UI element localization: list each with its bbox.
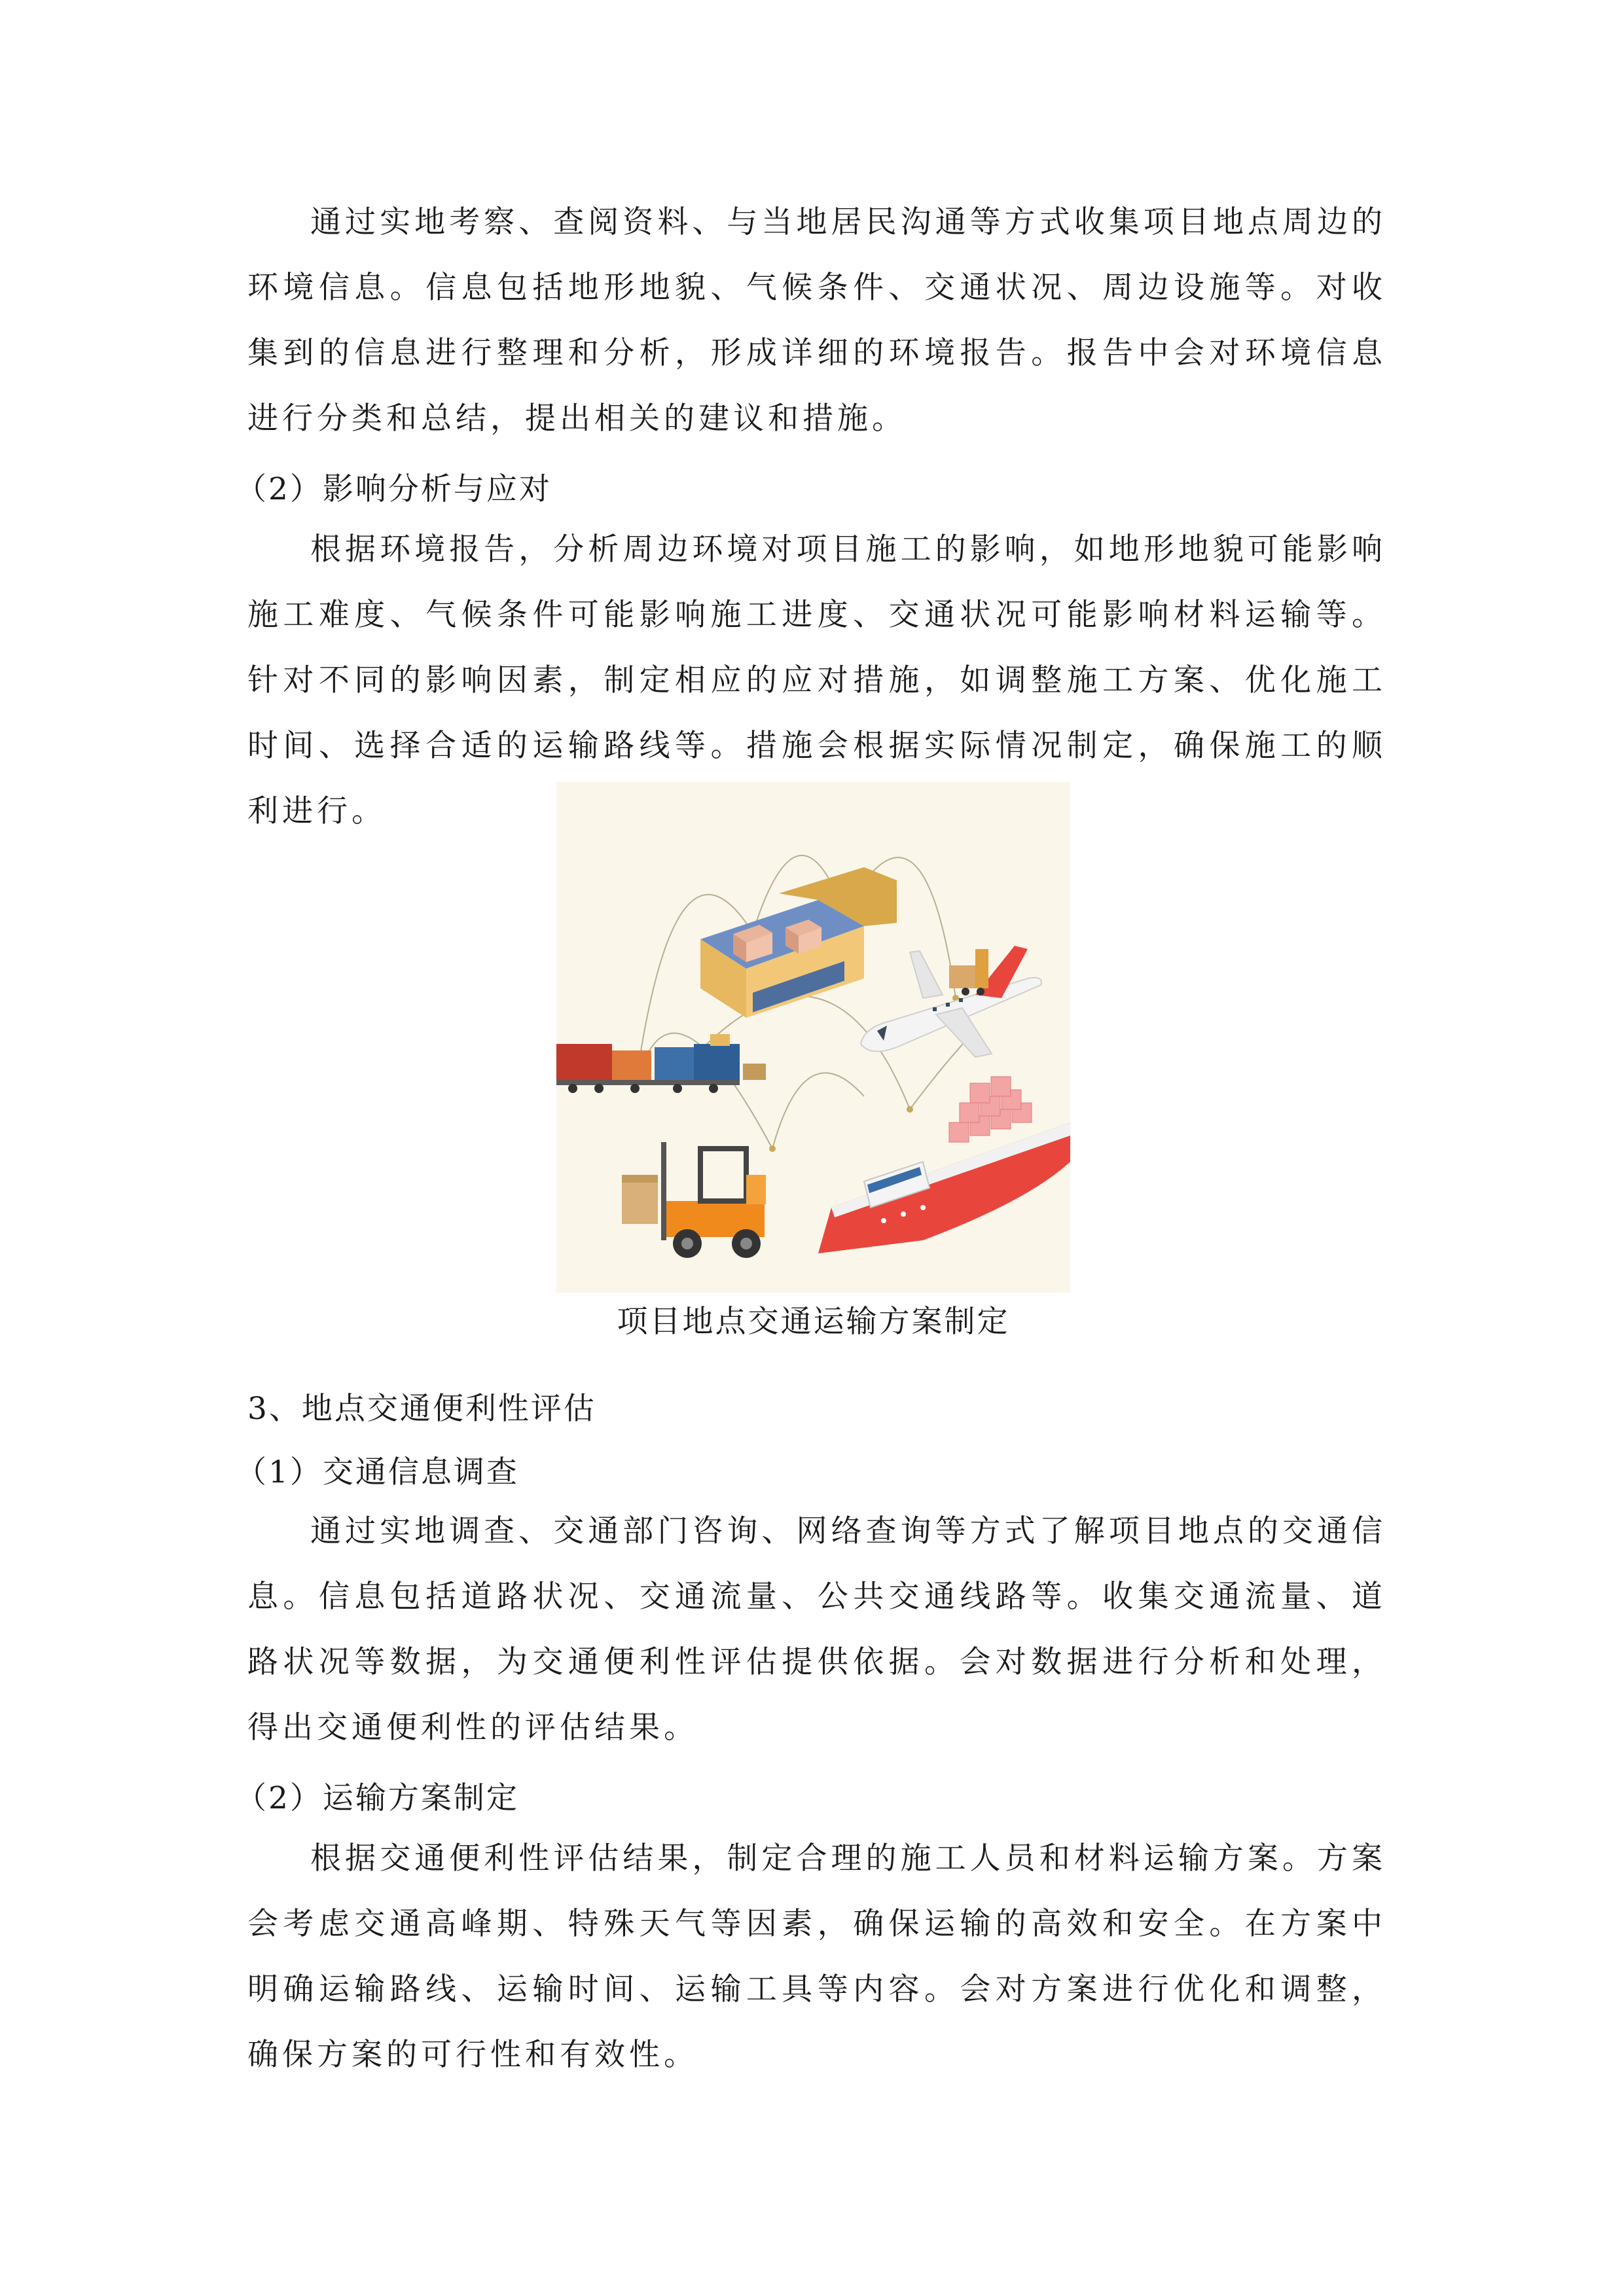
heading-impact-analysis: （2）影响分析与应对 <box>236 471 552 507</box>
route-arcs <box>635 855 975 1149</box>
paragraph-environment-info: 通过实地考察、查阅资料、与当地居民沟通等方式收集项目地点周边的环境信息。信息包括地形地貌、气候条件、交通状况、周边设施等。对收集到的信息进行整理和分析，形成详细的环境报告。报告中会对环境信息进行分类和总结，提出相关的建议和措施。 <box>247 204 1386 437</box>
paragraph-transport-plan: 根据交通便利性评估结果，制定合理的施工人员和材料运输方案。方案会考虑交通高峰期、特殊天气等因素，确保运输的高效和安全。在方案中明确运输路线、运输时间、运输工具等内容。会对方案进行优化和调整，确保方案的可行性和有效性。 <box>247 1840 1386 2073</box>
small-forklift-icon <box>949 949 988 996</box>
heading-traffic-survey: （1）交通信息调查 <box>236 1454 519 1490</box>
cargo-ship-icon <box>818 1077 1070 1253</box>
heading-section-3: 3、地点交通便利性评估 <box>247 1391 596 1427</box>
airplane-icon <box>861 946 1041 1057</box>
warehouse-icon <box>700 867 897 1018</box>
paragraph-impact-analysis: 根据环境报告，分析周边环境对项目施工的影响，如地形地貌可能影响施工难度、气候条件可能影响施工进度、交通状况可能影响材料运输等。针对不同的影响因素，制定相应的应对措施，如调整施工方案、优化施工时间、选择合适的运输路线等。措施会根据实际情况制定，确保施工的顺利进行。 <box>247 531 1386 829</box>
forklift-icon <box>622 1142 766 1258</box>
transport-illustration <box>556 782 1070 1293</box>
freight-train-icon <box>556 1034 766 1093</box>
paragraph-traffic-survey: 通过实地调查、交通部门咨询、网络查询等方式了解项目地点的交通信息。信息包括道路状况、交通流量、公共交通线路等。收集交通流量、道路状况等数据，为交通便利性评估提供依据。会对数据进行分析和处理，得出交通便利性的评估结果。 <box>247 1513 1386 1746</box>
heading-transport-plan: （2）运输方案制定 <box>236 1780 519 1816</box>
figure-caption: 项目地点交通运输方案制定 <box>617 1304 1010 1340</box>
